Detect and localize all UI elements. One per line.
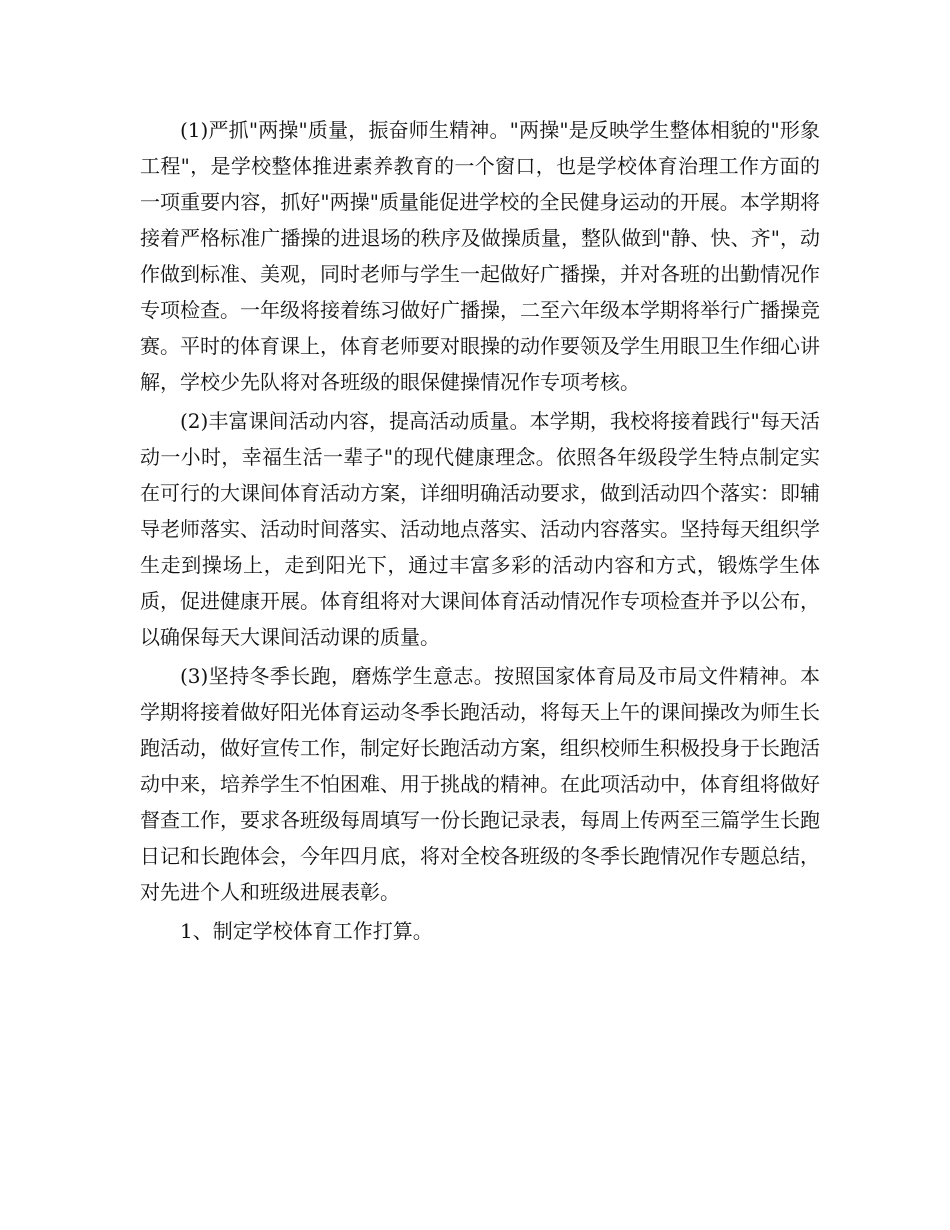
- paragraph-plan-item: 1、制定学校体育工作打算。: [180, 919, 433, 943]
- paragraph-recess-activities: (2)丰富课间活动内容，提高活动质量。本学期，我校将接着践行"每天活动一小时，幸福生活一辈子"的现代健康理念。依照各年级段学生特点制定实在可行的大课间体育活动方案，详细明确活动要求，做到活动四个落实：即辅导老师落实、活动时间落实、活动地点落实、活动内容落实。坚持每天组织学生走到操场上，走到阳光下，通过丰富多彩的活动内容和方式，锻炼学生体质，促进健康开展。体育组将对大课间体育活动情况作专项检查并予以公布，以确保每天大课间活动课的质量。: [140, 409, 820, 649]
- paragraph-winter-running: (3)坚持冬季长跑，磨炼学生意志。按照国家体育局及市局文件精神。本学期将接着做好阳光体育运动冬季长跑活动，将每天上午的课间操改为师生长跑活动，做好宣传工作，制定好长跑活动方案，组织校师生积极投身于长跑活动中来，培养学生不怕困难、用于挑战的精神。在此项活动中，体育组将做好督查工作，要求各班级每周填写一份长跑记录表，每周上传两至三篇学生长跑日记和长跑体会，今年四月底，将对全校各班级的冬季长跑情况作专题总结，对先进个人和班级进展表彰。: [140, 664, 820, 904]
- document-page: [140, 112, 820, 952]
- paragraph-two-exercises: (1)严抓"两操"质量，振奋师生精神。"两操"是反映学生整体相貌的"形象工程"，是学校整体推进素养教育的一个窗口，也是学校体育治理工作方面的一项重要内容，抓好"两操"质量能促进学校的全民健身运动的开展。本学期将接着严格标准广播操的进退场的秩序及做操质量，整队做到"静、快、齐"，动作做到标准、美观，同时老师与学生一起做好广播操，并对各班的出勤情况作专项检查。一年级将接着练习做好广播操，二至六年级本学期将举行广播操竞赛。平时的体育课上，体育老师要对眼操的动作要领及学生用眼卫生作细心讲解，学校少先队将对各班级的眼保健操情况作专项考核。: [140, 118, 820, 394]
